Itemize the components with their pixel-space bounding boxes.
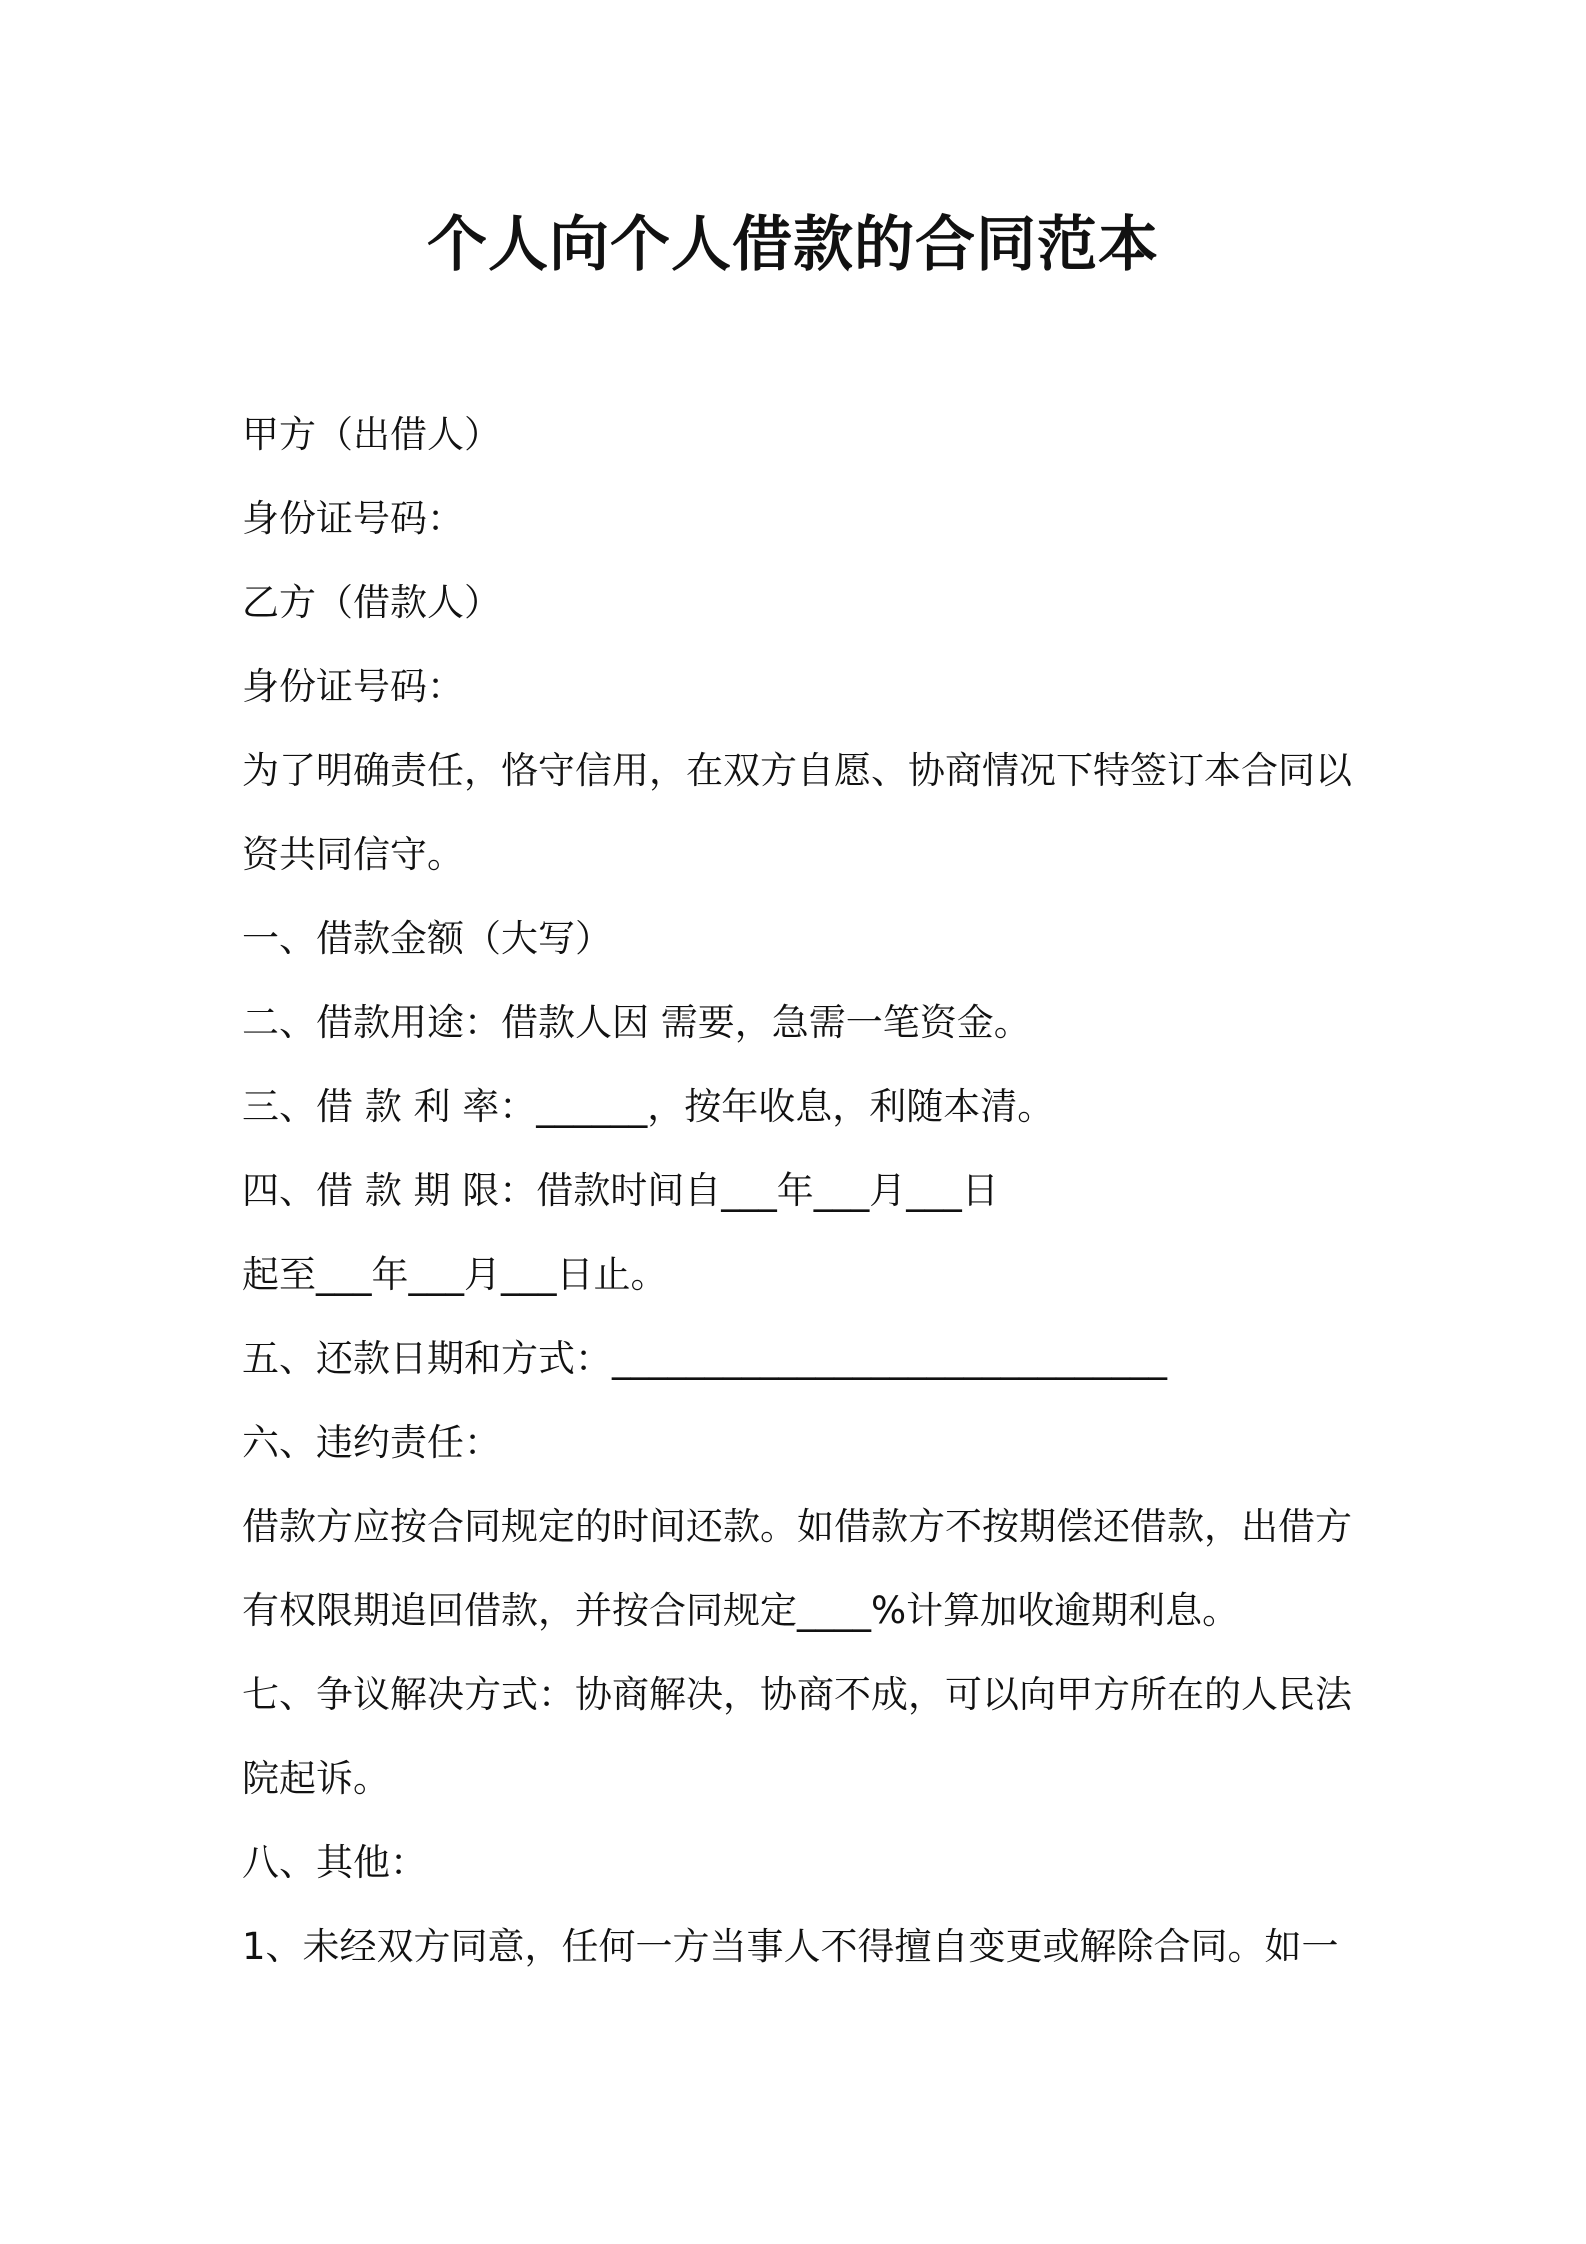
clause-breach-heading: 六、违约责任： xyxy=(242,1421,501,1464)
party-b-id-number: 身份证号码： xyxy=(242,665,464,708)
clause-loan-term-line-1: 四、借 款 期 限：借款时间自___年___月___日 xyxy=(242,1169,999,1212)
clause-repayment: 五、还款日期和方式：______________________________ xyxy=(242,1337,1167,1380)
clause-interest-rate: 三、借 款 利 率：______，按年收息，利随本清。 xyxy=(242,1085,1055,1128)
clause-dispute-line-2: 院起诉。 xyxy=(242,1757,390,1800)
clause-breach-line-2: 有权限期追回借款，并按合同规定____%计算加收逾期利息。 xyxy=(242,1589,1240,1632)
party-a-id-number: 身份证号码： xyxy=(242,497,464,540)
party-b-borrower: 乙方（借款人） xyxy=(242,581,501,624)
clause-other-heading: 八、其他： xyxy=(242,1841,427,1884)
clause-loan-term-line-2: 起至___年___月___日止。 xyxy=(242,1253,668,1296)
clause-breach-line-1: 借款方应按合同规定的时间还款。如借款方不按期偿还借款，出借方 xyxy=(242,1505,1352,1548)
preamble-line-1: 为了明确责任，恪守信用，在双方自愿、协商情况下特签订本合同以 xyxy=(242,749,1352,792)
party-a-lender: 甲方（出借人） xyxy=(242,413,501,456)
clause-loan-purpose: 二、借款用途：借款人因 需要，急需一笔资金。 xyxy=(242,1001,1031,1044)
clause-other-item-1: 1、未经双方同意，任何一方当事人不得擅自变更或解除合同。如一 xyxy=(242,1925,1339,1968)
document-title: 个人向个人借款的合同范本 xyxy=(427,210,1159,280)
clause-loan-amount: 一、借款金额（大写） xyxy=(242,917,612,960)
clause-dispute-line-1: 七、争议解决方式：协商解决，协商不成，可以向甲方所在的人民法 xyxy=(242,1673,1352,1716)
preamble-line-2: 资共同信守。 xyxy=(242,833,464,876)
